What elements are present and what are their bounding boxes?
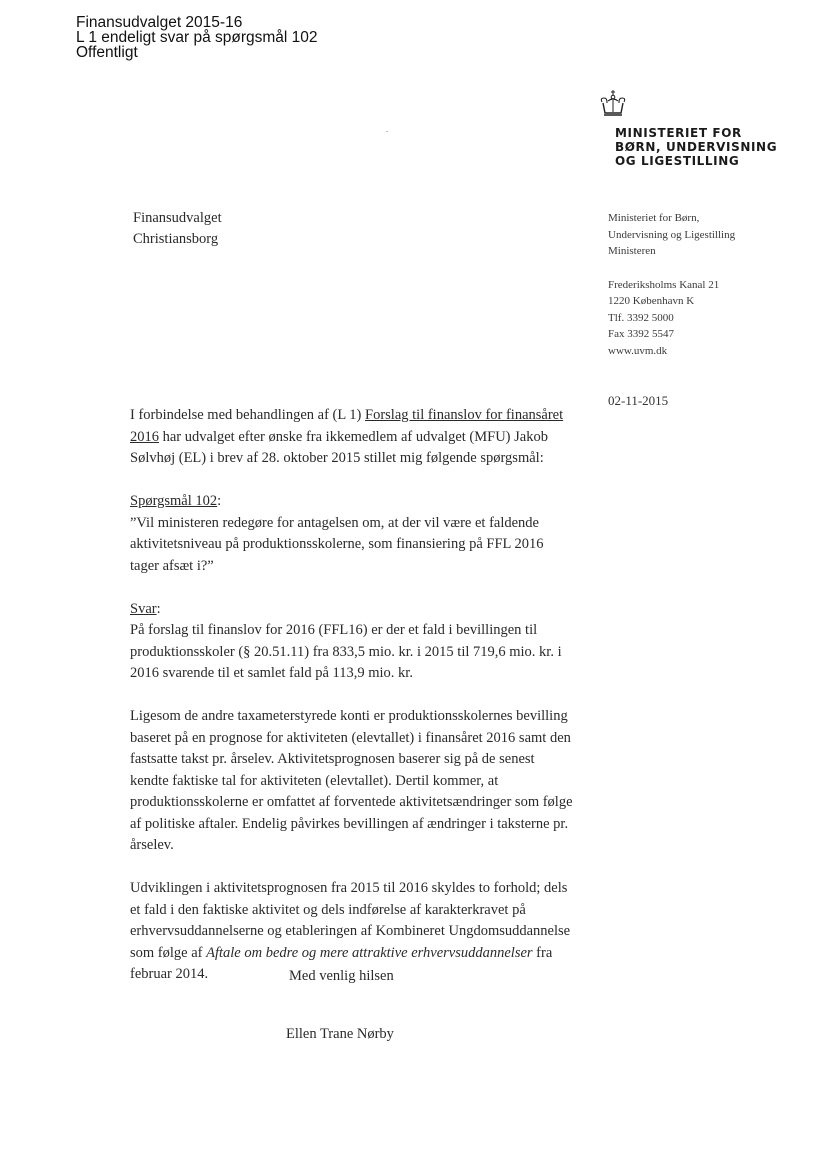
p3-text-before: Udviklingen i aktivitetsprognosen fra 2015 til 2016 skyldes to forhold; dels et fald i den faktiske aktivitet og dels indførelse af karakterkravet på erhvervsuddannelserne og etableringen af Kombineret Ungdomsuddannelse som følge af xyxy=(130,880,571,961)
sender-block xyxy=(608,210,735,359)
recipient-address xyxy=(133,208,222,250)
question-heading: Spørgsmål 102 xyxy=(130,493,218,509)
ministry-logo-text xyxy=(615,126,777,168)
closing-greeting: Med venlig hilsen xyxy=(289,968,394,984)
ministry-line-2: BØRN, UNDERVISNING xyxy=(615,140,778,154)
letter-date: 02-11-2015 xyxy=(608,393,669,408)
stamp-line-answer: L 1 endeligt svar på spørgsmål 102 xyxy=(76,29,318,46)
answer-paragraph-2: Ligesom de andre taxameterstyrede konti er produktionsskolernes bevilling baseret på en prognose for aktiviteten (elevtallet) i finansåret 2016 samt den fastsatte takst pr. årselev. Aktivitetsprognosen baserer sig på de senest kendte faktiske tal for aktiviteten (elevtallet). Dertil kommer, at produktionsskolerne er omfattet af forventede aktivitetsændringer som følge af politiske aftaler. Endelig påvirkes bevillingen af ændringer i taksterne pr. årselev. xyxy=(130,708,573,853)
scan-speck xyxy=(386,131,388,132)
sender-fax: Fax 3392 5547 xyxy=(608,328,674,340)
stamp-line-public: Offentligt xyxy=(76,44,138,61)
sender-line-1: Ministeriet for Børn, xyxy=(608,212,700,224)
document-stamp xyxy=(76,15,318,60)
question-section xyxy=(130,491,575,577)
sender-phone: Tlf. 3392 5000 xyxy=(608,311,674,324)
sender-city: 1220 København K xyxy=(608,295,695,307)
ministry-line-3: OG LIGESTILLING xyxy=(615,154,740,168)
crown-icon xyxy=(596,89,630,119)
p3-text-after: fra februar 2014. xyxy=(130,944,553,982)
letter-body xyxy=(130,405,575,1007)
answer-paragraph-1: På forslag til finanslov for 2016 (FFL16) er der et fald i bevillingen til produktionsskoler (§ 20.51.11) fra 833,5 mio. kr. i 2015 til 719,6 mio. kr. i 2016 svarende til et samlet fald på 113,9 mio. kr. xyxy=(130,622,562,681)
answer-colon: : xyxy=(156,600,161,617)
sender-street: Frederiksholms Kanal 21 xyxy=(608,278,720,291)
bill-link[interactable]: Forslag til finanslov for finansåret 2016 xyxy=(130,407,564,445)
intro-text-before: I forbindelse med behandlingen af (L 1) xyxy=(130,407,366,423)
stamp-line-committee: Finansudvalget 2015-16 xyxy=(76,14,243,31)
sender-line-3: Ministeren xyxy=(608,245,656,257)
intro-paragraph xyxy=(130,405,575,470)
question-text: ”Vil ministeren redegøre for antagelsen om, at der vil være et faldende aktivitetsniveau på produktionsskolerne, som finansiering på FFL 2016 tager afsæt i?” xyxy=(130,514,544,574)
answer-section xyxy=(130,599,575,685)
question-colon: : xyxy=(217,493,222,509)
signature-name: Ellen Trane Nørby xyxy=(286,1026,394,1042)
recipient-location: Christiansborg xyxy=(133,231,219,247)
agreement-title: Aftale om bedre og mere attraktive erhvervsuddannelser xyxy=(206,944,533,961)
sender-website: www.uvm.dk xyxy=(608,344,668,357)
ministry-line-1: MINISTERIET FOR xyxy=(615,126,742,140)
sender-line-2: Undervisning og Ligestilling xyxy=(608,228,736,241)
recipient-name: Finansudvalget xyxy=(133,210,222,226)
intro-text-after: har udvalget efter ønske fra ikkemedlem af udvalget (MFU) Jakob Sølvhøj (EL) i brev af 28. oktober 2015 stillet mig følgende spørgsmål: xyxy=(130,428,548,466)
answer-heading: Svar xyxy=(130,600,157,617)
